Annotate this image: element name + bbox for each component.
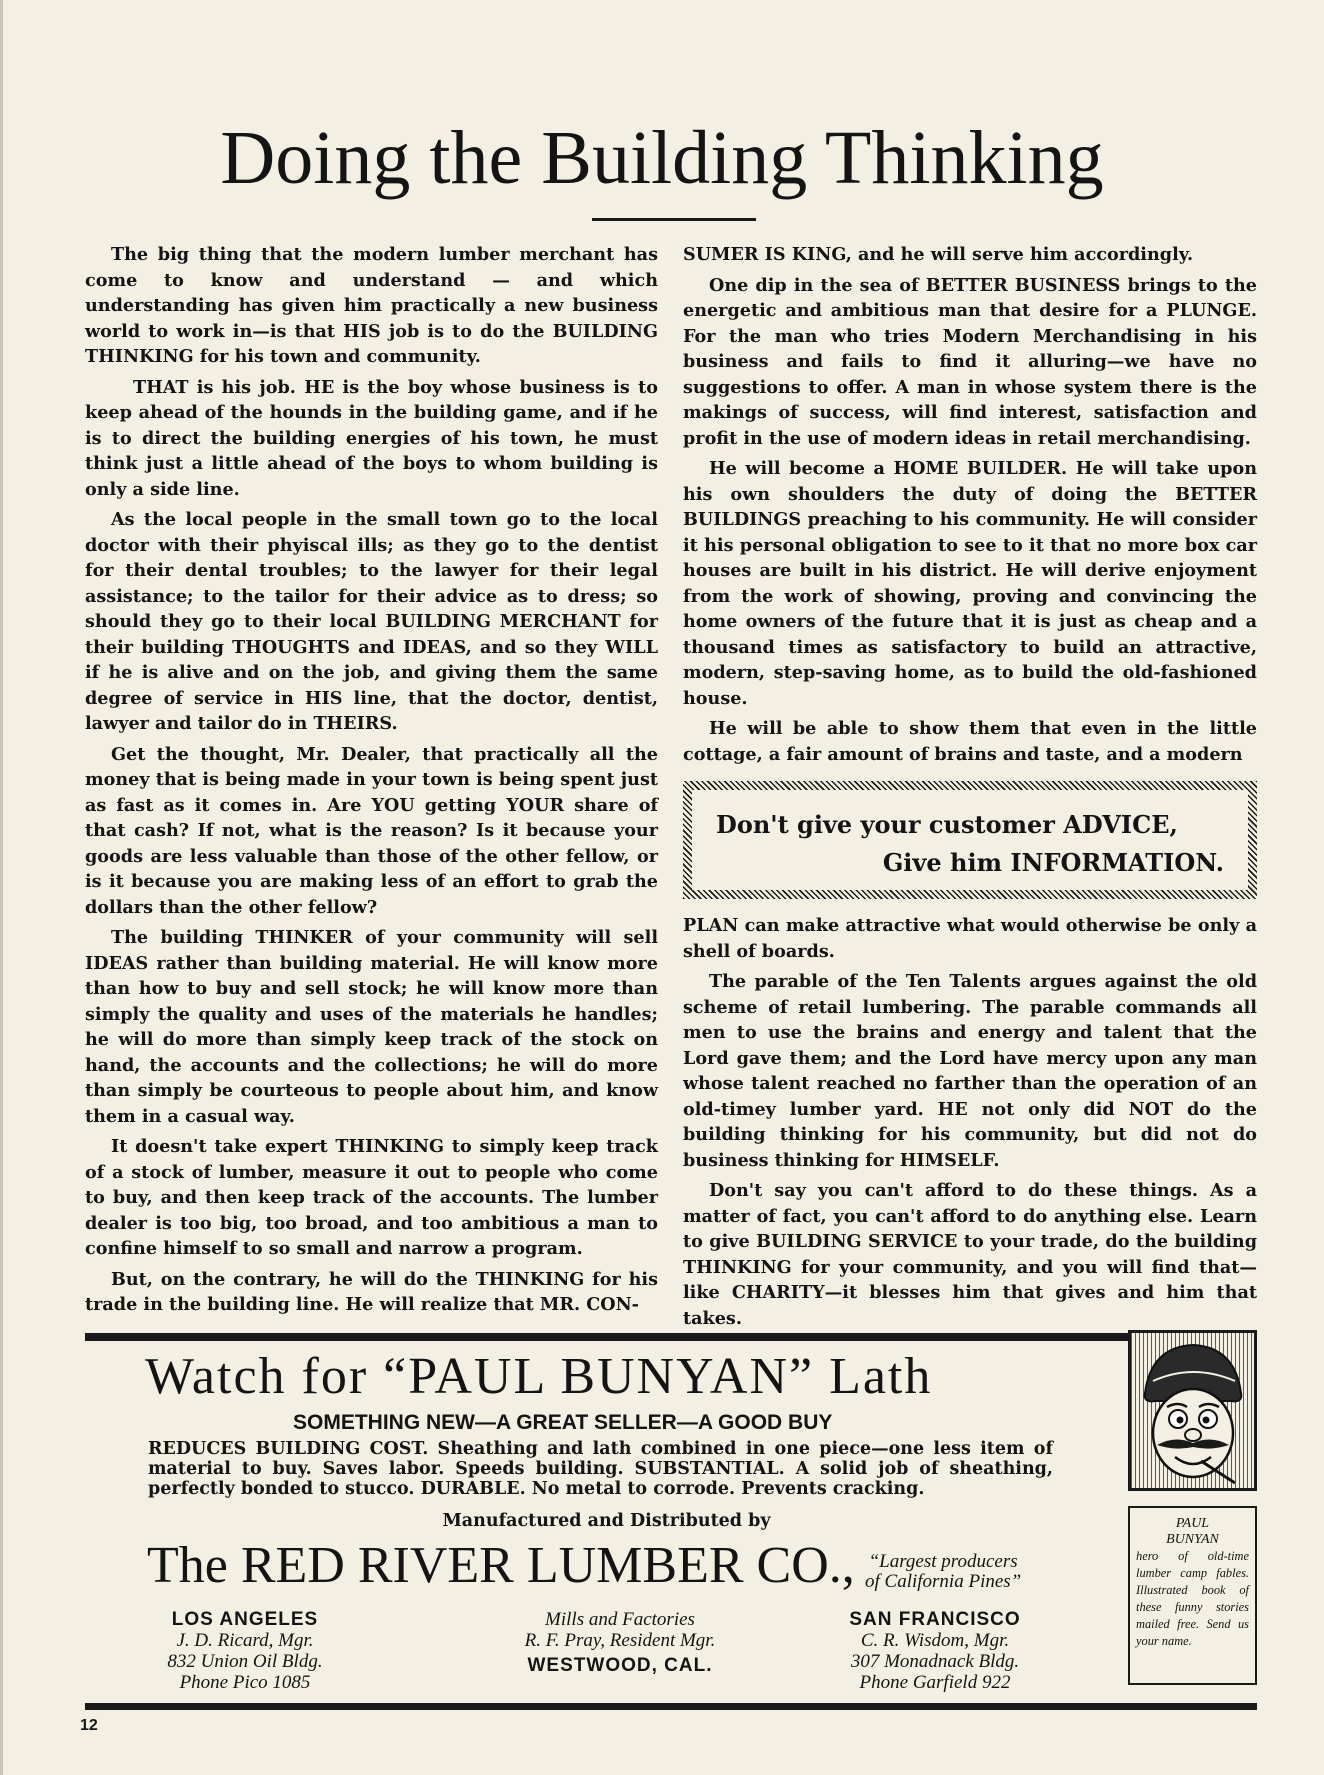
callout-inner — [692, 790, 1248, 890]
ad-subhead: SOMETHING NEW—A GREAT SELLER—A GOOD BUY — [293, 1411, 833, 1434]
tagline-line-1: “Largest producers — [868, 1551, 1018, 1572]
office-line: 832 Union Oil Bldg. — [167, 1651, 323, 1672]
ad-body: REDUCES BUILDING COST. Sheathing and lath combined in one piece—one less item of material to buy. Saves labor. Speeds building. SUBSTANTIAL. A solid job of sheathing, perfectly bonded to stucco. DURABLE. No metal to corrode. Prevents cracking. — [148, 1439, 1053, 1499]
office-mills — [470, 1609, 770, 1676]
article-title: Doing the Building Thinking — [220, 116, 1104, 200]
callout-box — [683, 781, 1257, 899]
paragraph: He will become a HOME BUILDER. He will take upon his own shoulders the duty of doing the BETTER BUILDINGS preaching to his community. He will consider it his personal obligation to see to it that no more box car houses are built in his district. He will derive enjoyment from the work of showing, proving and convincing the home owners of the future that it is just as cheap and a thousand times as satisfactory to build an attractive, modern, step-saving home, as to build the old-fashioned house. — [683, 458, 1257, 709]
office-san-francisco — [820, 1609, 1050, 1693]
paragraph: THAT is his job. HE is the boy whose business is to keep ahead of the hounds in the building game, and if he is to direct the building energies of his town, he must think just a little ahead of the boys to whom building is only a side line. — [85, 376, 658, 500]
paul-bunyan-sidebox — [1128, 1506, 1257, 1685]
ad-top-rule — [85, 1333, 1128, 1341]
paragraph: But, on the contrary, he will do the THINKING for his trade in the building line. He will realize that MR. CON- — [85, 1268, 658, 1315]
title-underline — [592, 218, 756, 221]
office-city: WESTWOOD, CAL. — [527, 1655, 713, 1676]
paragraph: The building THINKER of your community will sell IDEAS rather than building material. He will know more than how to buy and sell stock; he will know more than simply the quality and uses of the materials he handles; he will do more than simply keep track of the stock on hand, the accounts and the collections; he will do more than simply be courteous to people about him, and know them in a casual way. — [85, 927, 658, 1127]
ad-headline: Watch for “PAUL BUNYAN” Lath — [145, 1348, 933, 1405]
office-line: C. R. Wisdom, Mgr. — [860, 1630, 1010, 1651]
office-line: Phone Garfield 922 — [859, 1672, 1011, 1693]
office-los-angeles — [135, 1609, 355, 1693]
paragraph: The big thing that the modern lumber merchant has come to know and understand — and which understanding has given him practically a new business world to work in—is that HIS job is to do the BUILDING THINKING for his town and community. — [85, 244, 658, 367]
article-left-column — [85, 242, 658, 1323]
paragraph: As the local people in the small town go to the local doctor with their phyiscal ills; as they go to the dentist for their dental troubles; to the lawyer for their legal assistance; to the tailor for their advice as to dress; so should they go to their local BUILDING MERCHANT for their building THOUGHTS and IDEAS, and so they WILL if he is alive and on the job, and giving them the same degree of service in HIS line, that the doctor, dentist, lawyer and tailor do in THEIRS. — [85, 509, 658, 734]
page-number: 12 — [80, 1717, 98, 1734]
office-city: SAN FRANCISCO — [849, 1609, 1021, 1630]
paul-bunyan-portrait-icon — [1131, 1333, 1254, 1488]
ad-company-name: The RED RIVER LUMBER CO., — [147, 1537, 855, 1594]
paragraph: It doesn't take expert THINKING to simply keep track of a stock of lumber, measure it out to people who come to buy, and then keep track of the accounts. The lumber dealer is too big, too broad, and too ambitious a man to confine himself to so small and narrow a program. — [85, 1136, 658, 1259]
office-city: LOS ANGELES — [171, 1609, 319, 1630]
paragraph: The parable of the Ten Talents argues against the old scheme of retail lumbering. The parable commands all men to use the brains and energy and talent that the Lord gave them; and the Lord have mercy upon any man whose talent reached no farther than the operation of an old-timey lumber yard. HE not only did NOT do the building thinking for his community, but did not do business thinking for HIMSELF. — [683, 971, 1257, 1171]
advertisement — [85, 1333, 1257, 1711]
ad-bottom-rule — [85, 1703, 1257, 1710]
tagline-line-2: of California Pines” — [865, 1571, 1022, 1592]
paragraph: He will be able to show them that even in the little cottage, a fair amount of brains and taste, and a modern — [683, 718, 1257, 765]
paragraph: Get the thought, Mr. Dealer, that practically all the money that is being made in your town is being spent just as fast as it comes in. Are YOU getting YOUR share of that cash? If not, what is the reason? Is it because your goods are less valuable than those of the other fellow, or is it because you are making less of an effort to grab the dollars than the other fellow? — [85, 743, 658, 918]
callout-line-1: Don't give your customer ADVICE, — [716, 810, 1178, 839]
paragraph: SUMER IS KING, and he will serve him accordingly. — [683, 244, 1194, 265]
callout-line-2: Give him INFORMATION. — [882, 848, 1224, 877]
article-right-column — [683, 242, 1257, 1336]
office-line: J. D. Ricard, Mgr. — [176, 1630, 314, 1651]
sidebox-text: hero of old-time lumber camp fables. Illustrated book of these funny stories mailed free. Send us your name. — [1136, 1549, 1249, 1648]
office-line: R. F. Pray, Resident Mgr. — [524, 1630, 716, 1651]
office-line: 307 Monadnack Bldg. — [850, 1651, 1020, 1672]
paragraph: Don't say you can't afford to do these things. As a matter of fact, you can't afford to do anything else. Learn to give BUILDING SERVICE to your trade, do the building THINKING for your community, and you will find that—like CHARITY—it blesses him that gives and him that takes. — [683, 1180, 1257, 1329]
office-line: Phone Pico 1085 — [179, 1672, 311, 1693]
sidebox-title-line-2: BUNYAN — [1166, 1532, 1219, 1547]
ad-tagline — [865, 1552, 1021, 1592]
paragraph: PLAN can make attractive what would otherwise be only a shell of boards. — [683, 915, 1257, 962]
paragraph: One dip in the sea of BETTER BUSINESS brings to the energetic and ambitious man that desire for a PLUNGE. For the man who tries Modern Merchandising in his business and fails to find it alluring—we have no suggestions to offer. A man in whose system there is the makings of success, will find interest, satisfaction and profit in the use of modern ideas in retail merchandising. — [683, 274, 1257, 449]
ad-manufactured-by: Manufactured and Distributed by — [442, 1511, 771, 1531]
sidebox-title-line-1: PAUL — [1175, 1516, 1210, 1531]
paul-bunyan-illustration — [1128, 1330, 1257, 1491]
office-line: Mills and Factories — [545, 1609, 695, 1630]
